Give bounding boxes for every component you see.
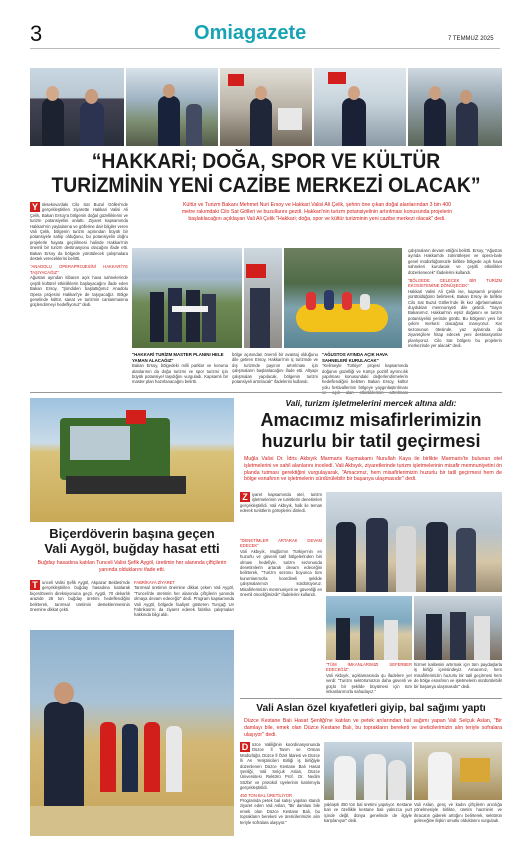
- duzce-col3: Vali Aslan, genç ve kadın çiftçilerin arıcılığa yönelmesiyle birlikte, üretim hacminin ve ihracatın giderek arttığını belirterek, sektörün geleceğine ilişkin umutlu olduklarını vurguladı.: [414, 802, 502, 824]
- mugla-beach-photo: [326, 596, 412, 660]
- tunceli-spot: Buğday hasadına katılan Tunceli Valisi Şefik Aygöl, üretimin her alanında çiftçilerin yanında olduklarını ifade etti.: [37, 560, 227, 573]
- logo-text: miagazete: [209, 22, 307, 44]
- duzce-beekeeper-photo: [324, 742, 412, 800]
- duzce-col1-text: üzce Valiliğinin koordinasyonunda Düzce İl Tarım ve Orman Müdürlüğü, Düzce İl Özel İdaresi ve Düzce İli Arı Yetiştiricileri Birliği iş birliğiyle düzenlenen Düzce Kestane Balı Hasat Şenliği, Vali Selçuk Aslan, Düzce Üniversitesi Rektörü Prof. Dr. Nedim Sözbir ve protokol üyelerinin katılımıyla gerçekleştirildi.: [240, 742, 320, 791]
- hakkari-photo-5: [408, 68, 502, 146]
- hakkari-cap3-title: "AĞUSTOS AYINDA AÇIK HAVA SAHNELERİ KURULACAK": [322, 352, 388, 363]
- mugla-dropcap: Z: [240, 492, 250, 502]
- mugla-headline-line2: huzurlu bir tatil geçirmesi: [261, 431, 481, 451]
- mugla-subhead2: "TÜM İMKANLARIMIZI SEFERBER EDECEĞİZ": [326, 662, 412, 673]
- duzce-dropcap: D: [241, 742, 249, 752]
- duzce-col1-text-b: Programda petek bal satışı yapılan standı ziyaret eden Vali Aslan, "Bir damlası bile emek olan Düzce Kestane Balı, bu toprakların bereketi ve üreticilerimizin alın teriyle sofralara ulaşıyor.": [240, 798, 320, 825]
- hakkari-headline-line2: TURİZMİNİN YENİ CAZİBE MERKEZİ OLACAK”: [51, 174, 481, 197]
- tunceli-col2-text: Tarımsal üretimin önemine dikkat çeken Vali Aygöl, "Tunceli'de üretimin her alanında çiftçilerin yanında olmaya devam edeceğiz" dedi. Program kapsamında Vali Aygöl, bölgede faaliyet gösteren Tunçağ Un Fabrikası'nı da ziyaret ederek fabrika çalışmaları hakkında bilgi aldı.: [134, 585, 234, 618]
- section-divider-1: [30, 392, 502, 393]
- mugla-headline-line1: Amacımız misafirlerimizin: [260, 410, 482, 430]
- masthead-rule: [30, 48, 500, 49]
- duzce-honey-photo: [414, 742, 502, 800]
- hakkari-spot-line2: metre rakımdaki Cilo Sat Gölleri ve buzullarını gezdi. Hakkari'nin turizm potansiyelinin artırılması konusunda projelerin: [181, 209, 453, 215]
- logo-o: O: [194, 22, 210, 44]
- hakkari-cap3: [322, 352, 408, 395]
- hakkari-col4-text: çalışmaların devam ettiğini belirtti. Ersoy, "Ağustos ayında Hakkari'de zümrütleşen ve opera-bale genel müdürlüğümüzle birlikte bölgede açık hava sahneleri kurulacak ve çeşitli etkinlikler düzenlenecek" ifadelerini kullandı.: [408, 248, 502, 275]
- tunceli-col2: [134, 580, 234, 626]
- duzce-subhead: 450 TON BAL ÜRETİLİYOR: [240, 792, 293, 798]
- mugla-col2-text: Vali Akbıyık, açıklamasında şu ifadelere yer verdi: "Turizm sektörümüzün daha güvenli ve güçlü bir şekilde büyümesi için tüm imkanlarımızla sahadayız.": [326, 672, 412, 695]
- section-divider-2: [240, 698, 502, 699]
- hakkari-headline-line1: “HAKKARİ; DOĞA, SPOR VE KÜLTÜR: [91, 150, 441, 173]
- issue-date: 7 TEMMUZ 2025: [448, 36, 494, 42]
- tunceli-harvester-photo: [30, 398, 234, 522]
- mugla-headline: [240, 410, 502, 452]
- mugla-hotel-photo: [326, 492, 502, 592]
- masthead-logo: [194, 22, 306, 44]
- tunceli-dropcap: T: [30, 580, 40, 590]
- hakkari-col4: [408, 248, 502, 388]
- hakkari-flag-photo: [244, 248, 282, 348]
- tunceli-group-photo: [30, 630, 234, 836]
- hakkari-photo-4: [314, 68, 406, 146]
- mugla-inspection-photo: [414, 596, 502, 660]
- hakkari-delegation-photo: [132, 248, 242, 348]
- tunceli-headline-line1: Biçerdöverin başına geçen: [49, 526, 215, 541]
- hakkari-cap1-title: "HAKKARİ TURİZM MASTER PLANINI HELE YAMAN ALACAĞIZ": [132, 352, 224, 363]
- mugla-kicker: Vali, turizm işletmelerini mercek altına aldı:: [285, 398, 457, 408]
- tunceli-headline: [30, 526, 234, 556]
- hakkari-photo-2: [126, 68, 218, 146]
- hakkari-dropcap: Y: [31, 202, 38, 212]
- mugla-col1: [240, 492, 322, 536]
- mugla-col3: hizmet kalitesini artırmak için tüm paydaşlarla iş birliği içerisindeyiz. Amacımız, hem misafirlerimizin huzurlu bir tatil geçirmesi hem de bölge esnafının ve işletmelerin sürdürülebilir bir başarıya ulaşmasıdır" dedi.: [414, 662, 502, 689]
- duzce-headline: Vali Aslan özel kıyafetleri giyip, bal sağımı yaptı: [256, 703, 486, 714]
- tunceli-headline-line2: Vali Aygöl, buğday hasat etti: [44, 541, 220, 556]
- hakkari-cap3-text: "Kelimeyle Türkiye" projesi kapsamında doğanın güzelliği ve Kürtçe pozitif ayrımcılık yapılması konusundaki değerlendirmelerin hedeflendiğini belirten Bakan Ersoy, kültür yolu festivallerinin bölgeye yaygınlaştırılması: [322, 363, 408, 390]
- page-number: 3: [30, 21, 43, 46]
- hakkari-col1-subhead: "ANADOLU OPERAPROJESİNİ HAKKARİ'YE TAŞIYACAĞIZ": [30, 264, 128, 275]
- mugla-col1b: [240, 538, 322, 614]
- hakkari-col1-text: üksekova'daki Cilo Sat Buzul Gölleri'nde gerçekleştirilen ziyarette Hakkari Valisi Ali Çelik, Bakan Ersoy'a bölgenin doğal güzelliklerini ve turizm potansiyelini anlattı. Ziyaret kapsamında Hakkari'nin yaylalarına ve göllerine dair bilgiler veren Vali Çelik, bölgenin turizm açısından büyük bir potansiyele sahip olduğunu, bu potansiyelin doğru projelerle hayata geçirilmesi halinde Hakkari'nin önemli bir turizm destinasyonu olacağını ifade etti. Bakan Ersoy da bölgede yürütülecek çalışmalara destek vereceklerini belirtti.: [30, 202, 128, 262]
- tunceli-col1: [30, 580, 130, 626]
- duzce-col2: yaklaşık 450 ton bal üretimi yapılıyor. Kestane balı ve özellikle kestane balı yalnızca yurt içinde değil, dünya genelinde de ilgiyle karşılanıyor" dedi.: [324, 802, 412, 824]
- hakkari-col1: [30, 202, 128, 386]
- mugla-subhead1: "DENETİMLER ARTARAK DEVAM EDECEK": [240, 538, 322, 549]
- mugla-spot: Muğla Valisi Dr. İdris Akbıyık Marmaris Kaymakamı Nurullah Kaya ile birlikte Marmaris'te bulunan otel işletmelerini ve sahil alanlarını inceledi. Vali Akbıyık, ziyaretlerinde turizm işletmelerinin misafir memnuniyetini ön planda tutması gerektiğini vurgulayarak, "Amacımız, hem misafirlerimizin huzurlu bir tatil geçirmesi hem de bölge esnafının ve işletmelerin sürdürülebilir bir başarıya ulaşmasıdır" dedi.: [244, 456, 502, 483]
- hakkari-photo-1: [30, 68, 124, 146]
- duzce-col1: [240, 742, 320, 836]
- hakkari-col4-subhead: "BÖLGEDE GELECEK BİR TURİZM EKOSİSTEMİNE DÖNÜŞECEK": [408, 278, 502, 289]
- hakkari-spot-line3: başlatılacağını açıklayan Vali Ali Çelik "Hakkari; doğa, spor ve kültür turizminin yeni cazibe merkezi olacak" dedi.: [188, 216, 446, 222]
- hakkari-spot: [132, 202, 502, 223]
- hakkari-rafting-photo: [284, 248, 402, 348]
- hakkari-col4-text-b: Hakkari Valisi Ali Çelik ise, kapsamlı projeler yürütüldüğünü belirterek, Bakan Ersoy ile birlikte Cilo Sat Buzul Gölleri'nde ilk kez ağırlanmaktan duydukları memnuniyeti dile getirdi. "Sayın Bakanımız, Hakkari'nin eşsiz doğasını ve turizm potansiyelini yerinde gördü. Bu bölgenin yeni bir çekim merkezi olacağına inanıyoruz. Kar sezonunun ötesinde, yaz aylarında da ziyaretçilere hitap edecek yeni destinasyonlar planlıyoruz. Cilo Sat bölgesi bu projelerin merkezinde yer alacak" dedi.: [408, 288, 502, 348]
- hakkari-photo-3: [220, 68, 312, 146]
- mugla-col1-text: iyaret kapsamında otel, turizm işletmelerinin ve turistlerin denetimleri gerçekleştirildi. Vali Akbıyık, halk ile temas ederek turistlerin görüşlerini dinledi.: [240, 492, 322, 514]
- hakkari-col1-text-b: Ağustos ayından itibaren açık hava sahnelerinde çeşitli kültürel etkinliklerin başlayacağını ifade eden Bakan Ersoy, "Şimdiden başlattığımız Anadolu Opera projesini Hakkari'ye de taşıyacağız. Bölge genelinde kültür, sanat ve turizmin canlanmasına güçlendirmeyi hedefliyoruz" dedi.: [30, 275, 128, 308]
- hakkari-headline: [49, 150, 483, 198]
- hakkari-cap1-text: Bakan Ersoy, bölgedeki milli parklar ve koruma alanlarının da doğa turizmi ve spor turizmi için büyük potansiyel taşıdığını vurguladı. Kapsamlı bir master plan hazırlanacağını belirtti.: [132, 363, 228, 385]
- mugla-col1-text-b: Vali Akbıyık, Muğla'nın Türkiye'nin en huzurlu ve güvenli tatil bölgelerinden biri olması hedefiyle, turizm sezonunda denetimlerin artarak devam edeceğini belirterek, "Turizm sezonu boyunca tüm kurumlarımızla koordineli şekilde çalışmalarımızı sürdürüyoruz. Misafirlerimizin memnuniyeti ve güvenliği en önemli önceliğimizdir" ifadelerini kullandı.: [240, 548, 322, 598]
- hakkari-cap1: [132, 352, 228, 395]
- tunceli-col1-text: unceli Valisi Şefik Aygöl, Akpazar Beldesi'nde gerçekleştirilen buğday hasadına katılarak biçerdöverin direksiyonuna geçti. Aygöl, 70 dekarlık arazide 28 ton buğday üretimi hedeflendiğini belirterek, tarımsal üretimin desteklenmesinin önemine dikkat çekti.: [30, 580, 130, 613]
- mugla-col2: [326, 662, 412, 696]
- duzce-spot: Düzce Kestane Balı Hasat Şenliği'ne katılan ve petek arılarından bal sağımı yapan Vali Selçuk Aslan, "Bir damlayı bile, emek olan Düzce Kestane Balı, bu toprakların bereketi ve üreticilerimizin alın teriyle sofralara ulaşıyor" dedi.: [244, 718, 502, 738]
- hakkari-spot-line1: Kültür ve Turizm Bakanı Mehmet Nuri Ersoy ve Hakkari Valisi Ali Çelik, şehrin öne çıkan doğal alanlarından 3 bin 400: [182, 202, 452, 208]
- hakkari-cap2: bölge açısından önemli bir avantaj olduğunu dile getiren Ersoy, Hakkari'nin iç turizmde ve dış turizmde payının artırılması için çalışmaların başlatılacağını ifade etti. Altyapı çalışmaları yapılacak, bölgenin turizm potansiyeli artırılacak" ifadelerini kullandı.: [232, 352, 318, 385]
- tunceli-subhead: FABRİKAYA ZİYARET: [134, 580, 175, 585]
